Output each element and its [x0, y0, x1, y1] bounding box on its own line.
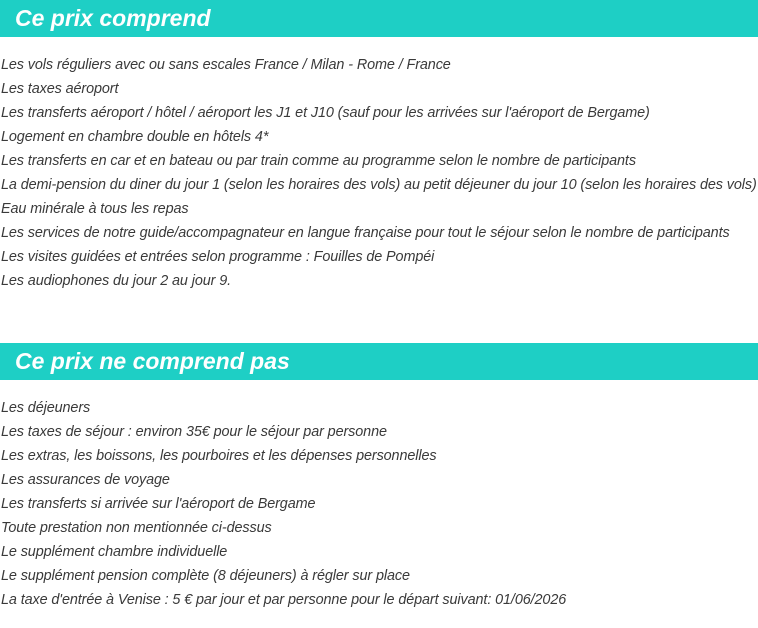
list-item: Le supplément chambre individuelle — [1, 544, 228, 560]
price-excludes-list — [0, 396, 758, 612]
list-item: Logement en chambre double en hôtels 4* — [1, 129, 269, 145]
list-item: Les assurances de voyage — [1, 472, 170, 488]
list-item: Les transferts si arrivée sur l'aéroport de Bergame — [1, 496, 316, 512]
list-item: Toute prestation non mentionnée ci-dessus — [1, 520, 272, 536]
list-item: La taxe d'entrée à Venise : 5 € par jour et par personne pour le départ suivant: 01/06/2026 — [1, 592, 567, 608]
list-item: Les visites guidées et entrées selon programme : Fouilles de Pompéi — [1, 249, 435, 265]
price-includes-header — [0, 0, 758, 37]
price-excludes-header — [0, 343, 758, 380]
list-item: Les taxes aéroport — [1, 81, 119, 97]
list-item: Les transferts aéroport / hôtel / aéroport les J1 et J10 (sauf pour les arrivées sur l'aéroport de Bergame) — [1, 105, 650, 121]
list-item: La demi-pension du diner du jour 1 (selon les horaires des vols) au petit déjeuner du jour 10 (selon les horaires des vols) — [1, 177, 757, 193]
list-item: Les déjeuners — [1, 400, 91, 416]
list-item: Les transferts en car et en bateau ou par train comme au programme selon le nombre de participants — [1, 153, 636, 169]
price-includes-list — [0, 53, 758, 293]
price-excludes-title: Ce prix ne comprend pas — [15, 348, 290, 374]
list-item: Le supplément pension complète (8 déjeuners) à régler sur place — [1, 568, 410, 584]
list-item: Les services de notre guide/accompagnateur en langue française pour tout le séjour selon le nombre de participants — [1, 225, 730, 241]
list-item: Les taxes de séjour : environ 35€ pour le séjour par personne — [1, 424, 387, 440]
list-item: Les audiophones du jour 2 au jour 9. — [1, 273, 232, 289]
price-includes-title: Ce prix comprend — [15, 5, 211, 31]
list-item: Les vols réguliers avec ou sans escales France / Milan - Rome / France — [1, 57, 451, 73]
list-item: Eau minérale à tous les repas — [1, 201, 189, 217]
list-item: Les extras, les boissons, les pourboires et les dépenses personnelles — [1, 448, 437, 464]
